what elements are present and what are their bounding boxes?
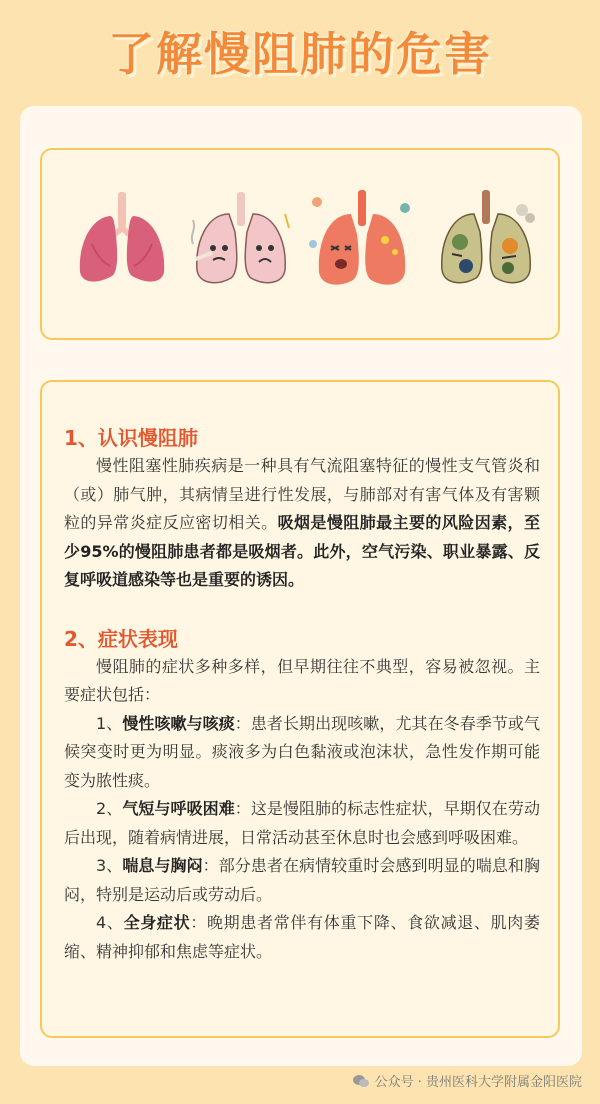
smoking-lung-icon [187, 184, 295, 294]
footer-text: 公众号 · 贵州医科大学附属金阳医院 [374, 1075, 582, 1090]
symptom-name: 全身症状 [123, 913, 191, 932]
section1-paragraph [64, 452, 540, 595]
symptom-item: 4、全身症状：晚期患者常伴有体重下降、食欲减退、肌肉萎缩、精神抑郁和焦虑等症状。 [64, 913, 540, 961]
page-title: 了解慢阻肺的危害 [108, 27, 492, 81]
footer-attribution [352, 1071, 582, 1090]
symptom-name: 喘息与胸闷 [122, 856, 203, 875]
section-heading: 1、认识慢阻肺 [64, 426, 198, 450]
article-text-panel [40, 380, 560, 1038]
inflamed-lung-icon [307, 184, 417, 299]
symptom-item: 1、慢性咳嗽与咳痰：患者长期出现咳嗽，尤其在冬春季节或气候突变时更为明显。痰液多为白色黏液或泡沫状，急性发作期可能变为脓性痰。 [64, 713, 540, 790]
paragraph-bold-text: 吸烟是慢阻肺最主要的风险因素，至少95%的慢阻肺患者都是吸烟者。此外，空气污染、职业暴露、反复呼吸道感染等也是重要的诱因。 [64, 513, 540, 589]
wechat-icon [352, 1074, 370, 1088]
section2-intro: 慢阻肺的症状多种多样，但早期往往不典型，容易被忽视。主要症状包括： [64, 656, 540, 704]
symptom-name: 气短与呼吸困难 [122, 799, 235, 818]
symptom-item: 2、气短与呼吸困难：这是慢阻肺的标志性症状，早期仅在劳动后出现，随着病情进展，日常活动甚至休息时也会感到呼吸困难。 [64, 799, 540, 847]
paragraph-text: 慢性阻塞性肺疾病是一种具有气流阻塞特征的慢性支气管炎和（或）肺气肿，其病情呈进行性发展，与肺部对有害气体及有害颗粒的异常炎症反应密切相关。 [64, 456, 540, 532]
section-heading: 2、症状表现 [64, 626, 178, 651]
symptom-item: 3、喘息与胸闷：部分患者在病情较重时会感到明显的喘息和胸闷，特别是运动后或劳动后。 [64, 856, 540, 904]
symptom-name: 慢性咳嗽与咳痰 [122, 713, 235, 733]
healthy-lung-icon [72, 184, 172, 294]
lung-illustration-panel [40, 148, 560, 340]
damaged-lung-icon [432, 184, 540, 294]
